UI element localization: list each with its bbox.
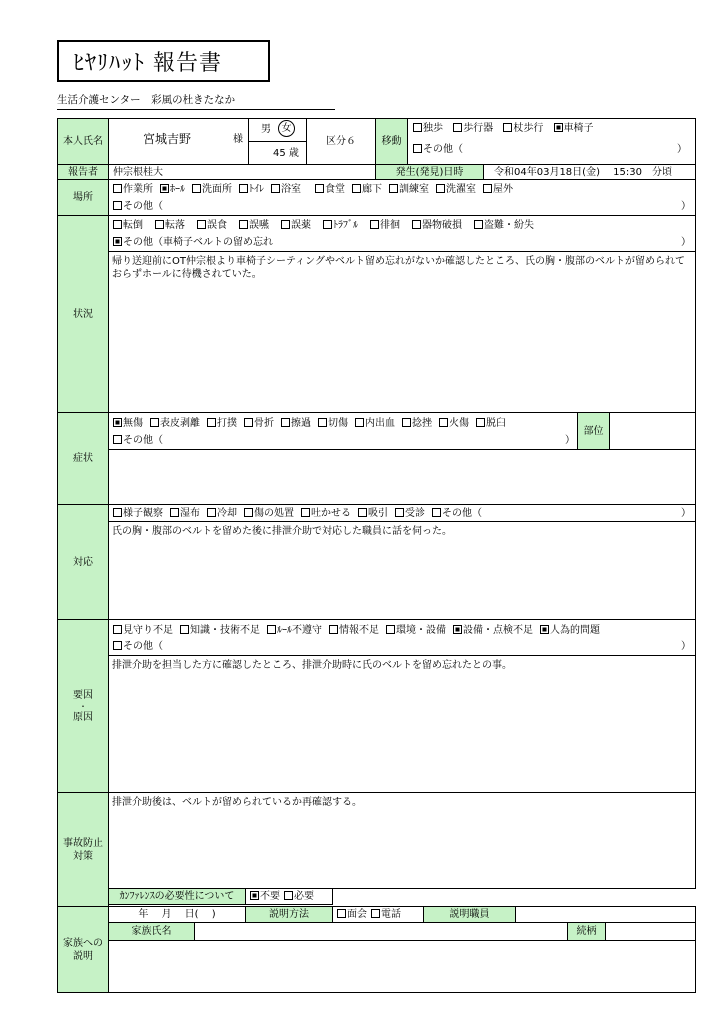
method-options-cell xyxy=(332,906,424,923)
close-paren: ） xyxy=(677,144,687,155)
checkbox-icon[interactable] xyxy=(113,201,122,210)
conference-option[interactable]: 不要 xyxy=(250,891,280,902)
checkbox-icon[interactable] xyxy=(150,418,159,427)
checkbox-icon[interactable] xyxy=(197,220,206,229)
prevention-label xyxy=(57,792,109,907)
reporter-name: 仲宗根桂大 xyxy=(108,164,376,180)
mobility-other[interactable]: その他（ xyxy=(413,143,463,156)
response-options xyxy=(113,507,489,520)
part-value[interactable] xyxy=(609,412,696,450)
family-name-label: 家族氏名 xyxy=(108,922,195,941)
method-options xyxy=(337,908,408,921)
close-paren: ） xyxy=(681,508,691,519)
checkbox-icon[interactable] xyxy=(370,220,379,229)
reporter-label: 報告者 xyxy=(57,164,109,180)
checkbox-icon[interactable] xyxy=(337,909,346,918)
mobility-option[interactable]: 車椅子 xyxy=(554,123,594,134)
mobility-cell xyxy=(407,118,696,165)
place-option[interactable]: 洗面所 xyxy=(192,184,232,195)
checkbox-icon[interactable] xyxy=(281,418,290,427)
place-option[interactable]: 浴室 xyxy=(271,184,301,195)
symptom-label: 症状 xyxy=(57,412,109,505)
symptom-option[interactable]: 擦過 xyxy=(281,418,311,429)
cause-other[interactable]: その他（ xyxy=(113,640,163,653)
checkbox-icon[interactable] xyxy=(436,184,445,193)
situation-option[interactable]: 転落 xyxy=(155,220,185,231)
relation-value[interactable] xyxy=(605,922,696,941)
situation-option[interactable]: 誤薬 xyxy=(281,220,311,231)
checkbox-icon[interactable] xyxy=(281,220,290,229)
response-option[interactable]: 受診 xyxy=(395,508,425,519)
situation-options xyxy=(113,219,541,232)
symptom-notes[interactable] xyxy=(108,449,696,505)
staff-label: 説明職員 xyxy=(423,906,516,923)
symptom-option[interactable]: 表皮剥離 xyxy=(150,418,200,429)
checkbox-icon[interactable] xyxy=(476,418,485,427)
checkbox-icon[interactable] xyxy=(113,508,122,517)
cause-description: 排泄介助を担当した方に確認したところ、排泄介助時に氏のベルトを留め忘れたとの事。 xyxy=(112,660,512,671)
checkbox-icon[interactable] xyxy=(355,418,364,427)
category: 区分６ xyxy=(326,136,356,147)
checkbox-icon[interactable] xyxy=(432,508,441,517)
response-option[interactable]: 様子観察 xyxy=(113,508,163,519)
checkbox-icon[interactable] xyxy=(371,909,380,918)
checkbox-icon[interactable] xyxy=(453,123,462,132)
symptom-options-cell xyxy=(108,412,578,450)
situation-option[interactable]: ﾄﾗﾌﾞﾙ xyxy=(323,220,358,231)
mobility-options xyxy=(413,122,601,135)
checkbox-icon[interactable] xyxy=(413,144,422,153)
checkbox-icon[interactable] xyxy=(413,123,422,132)
place-other[interactable]: その他（ xyxy=(113,200,163,213)
checkbox-icon[interactable] xyxy=(474,220,483,229)
checked-checkbox-icon[interactable] xyxy=(113,237,122,246)
situation-option[interactable]: 徘徊 xyxy=(370,220,400,231)
prevention-label-top: 事故防止 xyxy=(63,837,103,849)
conference-label: ｶﾝﾌｧﾚﾝｽの必要性について xyxy=(108,888,246,905)
age-cell xyxy=(248,141,307,165)
conference-option[interactable]: 必要 xyxy=(284,891,314,902)
place-option[interactable]: 食堂 xyxy=(315,184,345,195)
gender-cell xyxy=(248,118,307,142)
mobility-label: 移動 xyxy=(375,118,408,165)
prevention-description-cell xyxy=(108,792,696,889)
situation-option[interactable]: 器物破損 xyxy=(412,220,462,231)
cause-option[interactable]: 設備・点検不足 xyxy=(453,625,533,636)
checkbox-icon[interactable] xyxy=(170,508,179,517)
family-name-value[interactable] xyxy=(194,922,568,941)
response-option[interactable]: 湿布 xyxy=(170,508,200,519)
response-options-cell xyxy=(108,504,696,522)
checkbox-icon[interactable] xyxy=(352,184,361,193)
staff-value[interactable] xyxy=(515,906,696,923)
close-paren: ） xyxy=(681,201,691,212)
checked-checkbox-icon[interactable] xyxy=(250,891,259,900)
checkbox-icon[interactable] xyxy=(180,625,189,634)
checkbox-icon[interactable] xyxy=(239,184,248,193)
symptom-option[interactable]: 内出血 xyxy=(355,418,395,429)
cause-option[interactable]: 見守り不足 xyxy=(113,625,173,636)
conference-options-cell xyxy=(245,888,333,905)
response-option[interactable]: 吐かせる xyxy=(301,508,351,519)
cause-option[interactable]: 人為的問題 xyxy=(540,625,600,636)
checked-checkbox-icon[interactable] xyxy=(113,418,122,427)
close-paren: ） xyxy=(681,237,691,248)
cause-options xyxy=(113,624,607,637)
checkbox-icon[interactable] xyxy=(244,418,253,427)
situation-label: 状況 xyxy=(57,215,109,413)
honorific: 様 xyxy=(233,134,243,145)
checked-checkbox-icon[interactable] xyxy=(453,625,462,634)
checked-checkbox-icon[interactable] xyxy=(554,123,563,132)
symptom-option[interactable]: 骨折 xyxy=(244,418,274,429)
checkbox-icon[interactable] xyxy=(113,435,122,444)
situation-option[interactable]: 転倒 xyxy=(113,220,143,231)
symptom-other[interactable]: その他（ xyxy=(113,434,163,447)
checked-checkbox-icon[interactable] xyxy=(160,184,169,193)
family-date: 年 月 日( ) xyxy=(138,909,216,920)
checkbox-icon[interactable] xyxy=(389,184,398,193)
place-option[interactable]: 訓練室 xyxy=(389,184,429,195)
response-label: 対応 xyxy=(57,504,109,620)
checkbox-icon[interactable] xyxy=(503,123,512,132)
checkbox-icon[interactable] xyxy=(244,508,253,517)
place-option[interactable]: ﾄｲﾚ xyxy=(239,184,264,195)
place-option[interactable]: 作業所 xyxy=(113,184,153,195)
situation-option[interactable]: 誤嚥 xyxy=(239,220,269,231)
situation-description: 帰り送迎前にOT仲宗根より車椅子シーティングやベルト留め忘れがないか確認したところ、氏の胸・腹部のベルトが留められておらずホールに待機されていた。 xyxy=(112,256,685,280)
response-option[interactable]: 傷の処置 xyxy=(244,508,294,519)
situation-options-cell xyxy=(108,215,696,252)
checkbox-icon[interactable] xyxy=(155,220,164,229)
cause-options-cell xyxy=(108,619,696,656)
checkbox-icon[interactable] xyxy=(358,508,367,517)
checkbox-icon[interactable] xyxy=(113,220,122,229)
cause-label-bottom: 原因 xyxy=(73,711,93,723)
cause-label-dot: ・ xyxy=(79,701,87,711)
symptom-option[interactable]: 捻挫 xyxy=(402,418,432,429)
response-option[interactable]: 冷却 xyxy=(207,508,237,519)
checkbox-icon[interactable] xyxy=(207,418,216,427)
symptom-options xyxy=(113,417,513,430)
conference-options xyxy=(250,890,321,903)
response-option[interactable]: 吸引 xyxy=(358,508,388,519)
close-paren: ） xyxy=(681,641,691,652)
facility-name: 生活介護センター 彩風の杜きたなか xyxy=(57,92,335,110)
gender-male: 男 xyxy=(261,124,271,135)
family-notes[interactable] xyxy=(108,940,696,993)
response-description: 氏の胸・腹部のベルトを留めた後に排泄介助で対応した職員に話を伺った。 xyxy=(112,526,452,537)
checkbox-icon[interactable] xyxy=(315,184,324,193)
place-option[interactable]: ﾎｰﾙ xyxy=(160,184,185,195)
method-label: 説明方法 xyxy=(245,906,333,923)
checkbox-icon[interactable] xyxy=(192,184,201,193)
situation-option[interactable]: 誤食 xyxy=(197,220,227,231)
place-cell xyxy=(108,179,696,216)
mobility-option[interactable]: 杖歩行 xyxy=(503,123,543,134)
checkbox-icon[interactable] xyxy=(113,184,122,193)
person-name: 宮城吉野 xyxy=(143,132,192,146)
checkbox-icon[interactable] xyxy=(402,418,411,427)
family-date-cell xyxy=(108,906,246,923)
age: 45 歳 xyxy=(273,148,299,159)
response-description-cell xyxy=(108,521,696,620)
prevention-description: 排泄介助後は、ベルトが留められているか再確認する。 xyxy=(112,797,362,808)
cause-option[interactable]: 情報不足 xyxy=(329,625,379,636)
mobility-option[interactable]: 独歩 xyxy=(413,123,443,134)
checkbox-icon[interactable] xyxy=(239,220,248,229)
family-label-top: 家族への xyxy=(63,937,103,949)
family-label-bottom: 説明 xyxy=(73,950,93,962)
checkbox-icon[interactable] xyxy=(113,641,122,650)
method-option[interactable]: 電話 xyxy=(371,909,401,920)
checkbox-icon[interactable] xyxy=(267,625,276,634)
checkbox-icon[interactable] xyxy=(386,625,395,634)
checkbox-icon[interactable] xyxy=(395,508,404,517)
family-label xyxy=(57,906,109,993)
place-options xyxy=(113,183,520,196)
place-label: 場所 xyxy=(57,179,109,216)
person-name-cell xyxy=(108,118,249,165)
symptom-option[interactable]: 火傷 xyxy=(439,418,469,429)
symptom-option[interactable]: 切傷 xyxy=(318,418,348,429)
situation-option[interactable]: 盗難・紛失 xyxy=(474,220,534,231)
checkbox-icon[interactable] xyxy=(113,625,122,634)
checkbox-icon[interactable] xyxy=(318,418,327,427)
place-option[interactable]: 洗濯室 xyxy=(436,184,476,195)
mobility-option[interactable]: 歩行器 xyxy=(453,123,493,134)
place-option[interactable]: 廊下 xyxy=(352,184,382,195)
occurred-label: 発生(発見)日時 xyxy=(375,164,484,180)
document-title: ﾋﾔﾘﾊｯﾄ 報告書 xyxy=(57,40,270,82)
checkbox-icon[interactable] xyxy=(207,508,216,517)
cause-option[interactable]: 知識・技術不足 xyxy=(180,625,260,636)
close-paren: ） xyxy=(565,435,575,446)
relation-label: 続柄 xyxy=(567,922,606,941)
situation-other[interactable]: その他（車椅子ベルトの留め忘れ xyxy=(113,236,273,249)
symptom-option[interactable]: 無傷 xyxy=(113,418,143,429)
checkbox-icon[interactable] xyxy=(323,220,332,229)
cause-label-top: 要因 xyxy=(73,689,93,701)
checkbox-icon[interactable] xyxy=(284,891,293,900)
cause-option[interactable]: ﾙｰﾙ不遵守 xyxy=(267,625,322,636)
checkbox-icon[interactable] xyxy=(412,220,421,229)
cause-option[interactable]: 環境・設備 xyxy=(386,625,446,636)
occurred-datetime: 令和04年03月18日(金) 15:30 分頃 xyxy=(483,164,696,180)
checkbox-icon[interactable] xyxy=(301,508,310,517)
checkbox-icon[interactable] xyxy=(439,418,448,427)
part-label: 部位 xyxy=(577,412,610,450)
prevention-label-bottom: 対策 xyxy=(73,850,93,862)
situation-description-cell xyxy=(108,251,696,413)
symptom-option[interactable]: 脱臼 xyxy=(476,418,506,429)
checked-checkbox-icon[interactable] xyxy=(540,625,549,634)
method-option[interactable]: 面会 xyxy=(337,909,367,920)
person-label: 本人氏名 xyxy=(57,118,109,165)
cause-label xyxy=(57,619,109,793)
cause-description-cell xyxy=(108,655,696,793)
place-option[interactable]: 屋外 xyxy=(483,184,513,195)
checkbox-icon[interactable] xyxy=(271,184,280,193)
symptom-option[interactable]: 打撲 xyxy=(207,418,237,429)
response-option[interactable]: その他（ xyxy=(432,508,482,519)
checkbox-icon[interactable] xyxy=(329,625,338,634)
checkbox-icon[interactable] xyxy=(483,184,492,193)
category-cell xyxy=(306,118,376,165)
gender-female-circled: 女 xyxy=(278,120,295,137)
